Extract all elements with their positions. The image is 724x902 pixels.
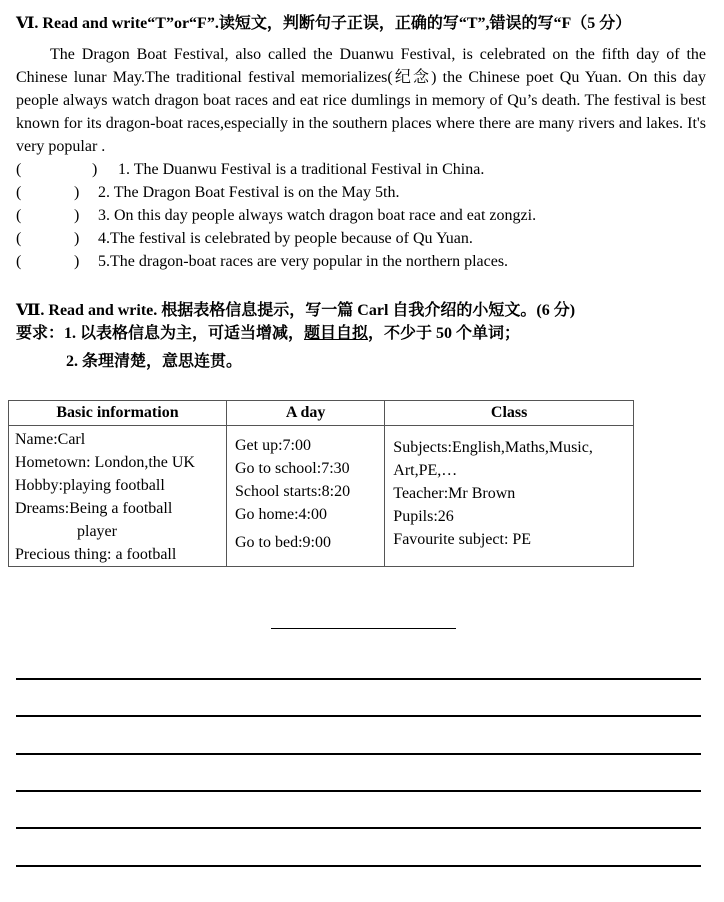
get-up-entry: Get up:7:00 (234, 437, 311, 454)
basic-info-cell (9, 426, 227, 567)
favourite-subject-entry: Favourite subject: PE (393, 531, 532, 548)
section7-heading: Ⅶ. Read and write. 根据表格信息提示，写一篇 Carl 自我介绍的小短文。(6 分) (16, 302, 576, 319)
table-header-row (9, 401, 634, 426)
subjects-entry-cont: Art,PE,… (393, 462, 458, 479)
a-day-cell (226, 426, 384, 567)
question-text: 5.The dragon-boat races are very popular in the northern places. (98, 253, 509, 270)
class-cell (385, 426, 634, 567)
question-text: 2. The Dragon Boat Festival is on the May 5th. (98, 184, 400, 201)
answer-paren-close: ) (74, 253, 80, 270)
reading-passage (16, 43, 706, 158)
school-starts-entry: School starts:8:20 (234, 483, 351, 500)
writing-line-6[interactable] (16, 865, 701, 867)
question-text: 1. The Duanwu Festival is a traditional Festival in China. (118, 161, 485, 178)
name-entry: Name:Carl (15, 431, 86, 448)
answer-paren-close: ) (74, 230, 80, 247)
teacher-entry: Teacher:Mr Brown (393, 485, 516, 502)
essay-title-blank[interactable] (271, 628, 456, 629)
requirement-2: 2. 条理清楚，意思连贯。 (66, 353, 243, 370)
requirement-1-suffix: ，不少于 50 个单词； (368, 325, 521, 342)
requirement-1-prefix: 要求：1. 以表格信息为主，可适当增减， (16, 325, 305, 342)
question-text: 3. On this day people always watch dragon boat race and eat zongzi. (98, 207, 537, 224)
question-1 (16, 158, 706, 181)
go-to-bed-entry: Go to bed:9:00 (234, 534, 331, 551)
header-a-day: A day (226, 401, 384, 426)
header-basic-info: Basic information (9, 401, 227, 426)
answer-paren-open: ( (16, 184, 22, 201)
writing-line-3[interactable] (16, 753, 701, 755)
answer-paren-open: ( (16, 253, 22, 270)
question-5 (16, 250, 706, 273)
question-3 (16, 204, 706, 227)
writing-line-2[interactable] (16, 715, 701, 717)
answer-paren-open: ( (16, 207, 22, 224)
answer-paren-open: ( (16, 161, 22, 178)
header-class: Class (385, 401, 634, 426)
requirement-1-underlined: 题目自拟 (304, 325, 369, 342)
answer-paren-close: ) (92, 161, 98, 178)
hobby-entry: Hobby:playing football (15, 477, 165, 494)
answer-paren-close: ) (74, 184, 80, 201)
answer-paren-close: ) (74, 207, 80, 224)
passage-text: The Dragon Boat Festival, also called the Duanwu Festival, is celebrated on the fifth day of the Chinese lunar May.The traditional festival memorializes(纪念) the Chinese poet Qu Yuan. On this day people always watch dragon boat races and eat rice dumlings in memory of Qu’s death. The festival is best known for its dragon-boat races,especially in the southern places where there are many rivers and lakes. It's very popular . (16, 46, 706, 155)
requirement-1 (16, 320, 520, 343)
writing-line-1[interactable] (16, 678, 701, 680)
table-body-row (9, 426, 634, 567)
dreams-entry: Dreams:Being a football (15, 500, 173, 517)
writing-line-4[interactable] (16, 790, 701, 792)
subjects-entry: Subjects:English,Maths,Music, (393, 439, 593, 456)
question-text: 4.The festival is celebrated by people because of Qu Yuan. (98, 230, 473, 247)
answer-paren-open: ( (16, 230, 22, 247)
go-home-entry: Go home:4:00 (234, 506, 327, 523)
question-4 (16, 227, 706, 250)
writing-line-5[interactable] (16, 827, 701, 829)
pupils-entry: Pupils:26 (393, 508, 454, 525)
go-to-school-entry: Go to school:7:30 (234, 460, 350, 477)
section6-heading: Ⅵ. Read and write“T”or“F”.读短文，判断句子正误，正确的写“T”,错误的写“F（5 分） (16, 15, 632, 32)
precious-thing-entry: Precious thing: a football (15, 546, 177, 563)
hometown-entry: Hometown: London,the UK (15, 454, 195, 471)
question-2 (16, 181, 706, 204)
dreams-entry-cont: player (77, 523, 117, 540)
info-table (8, 400, 634, 567)
